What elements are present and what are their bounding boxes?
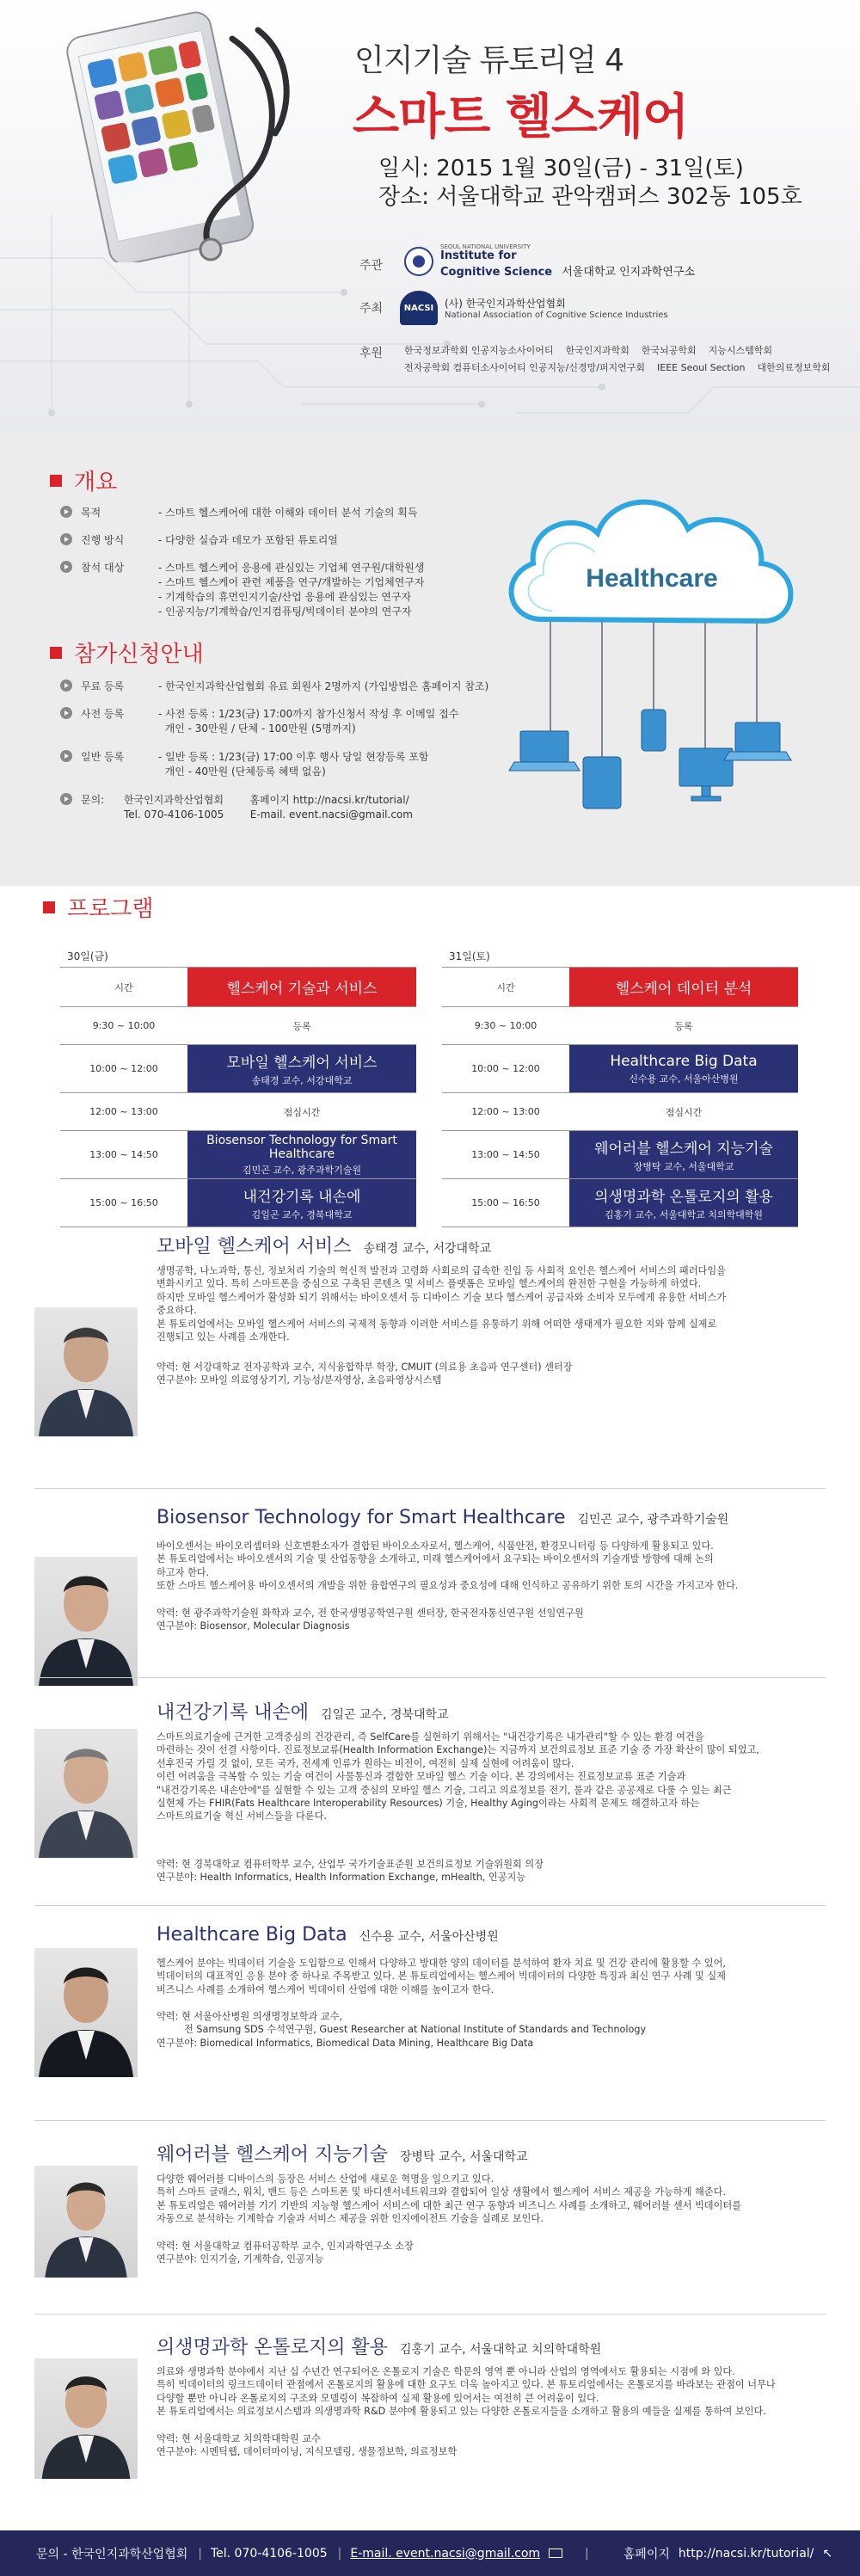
speaker-abstract: 스마트의료기술에 근거한 고객중심의 건강관리, 즉 SelfCare를 실현하기 위해서는 "내건강기록은 내가관리"할 수 있는 환경 여건을 마련하는 것이 선결 사항이다. 진료정보교류(Health Information Exchange)는 지금까지 보건의료정보 표준 기술 중 가장 확산이 많이 되었고, 선후진국 가릴 것 없이, 모든 국가, 전세계 인류가 원하는 비전이, 여전히 실제 실현에 어려움이 많다. 이런 어려움을 극복할 수 있는 기술 여건이 사물통신과 결합한 모바일 헬스 기술 이다. 본 강의에서는 진료정보교류 표준 기술과 "내건강기록은 내손안에"를 실현할 수 있는 고객 중심의 모바일 헬스 기술, 그리고 의료정보를 전기, 물과 같은 공공재로 다룰 수 있는 최근 실현체 가는 FHIR(Fats Healthcare Interoperability Resources) 기술, Healthy Aging이라는 사회적 문제도 해결하고자 하는 스마트의료기술 혁신 서비스들을 다룬다.: [157, 1731, 759, 1823]
speaker-abstract: 바이오센서는 바이오리셉터와 신호변환소자가 결합된 바이오소자로서, 헬스케어, 식품안전, 환경모니터링 등 다양하게 활용되고 있다. 본 튜토리얼에서는 바이오센서의 기술 및 산업동향을 소개하고, 미래 헬스케어에서 요구되는 바이오센서의 기술개발 방향에 대해 논의 하고자 한다. 또한 스마트 헬스케어용 바이오센서의 개발을 위한 융합연구의 필요성과 중요성에 대해 인식하고 공유하기 위한 토의 시간을 가지고자 한다.: [157, 1540, 739, 1592]
speaker-abstract: 생명공학, 나노과학, 통신, 정보처리 기술의 혁신적 발전과 고령화 사회로의 급속한 진입 등 사회적 요인은 헬스케어 서비스의 패러다임을 변화시키고 있다. 특히 스마트폰을 중심으로 구축된 콘텐츠 및 서비스 플랫폼은 모바일 헬스케어의 완전한 구현을 가능하게 하였다. 하지만 모바일 헬스케어가 활성화 되기 위해서는 바이오센서 등 디바이스 기술 보다 헬스케어 공급자와 소비자 모두에게 유용한 서비스가 중요하다. 본 튜토리얼에서는 모바일 헬스케어 서비스의 국제적 동향과 이러한 서비스를 유통하기 위해 어떠한 생태계가 필요한 지와 함께 실제로 진행되고 있는 사례를 소개한다.: [157, 1265, 727, 1343]
host-label: 주관: [359, 259, 384, 273]
sponsor-list: [404, 342, 831, 377]
snu-logo-icon: [404, 247, 433, 276]
schedule-session: 의생명과학 온톨로지의 활용 김홍기 교수, 서울대학교 치의학대학원: [569, 1179, 798, 1227]
speaker-abstract: 헬스케어 분야는 빅데이터 기술을 도입함으로 인해서 다양하고 방대한 양의 데이터를 분석하여 환자 치료 및 건강 관리에 활용할 수 있어, 빅데이터의 대표적인 응용 분야 중 하나로 주목받고 있다. 본 튜토리얼에서는 헬스케어 빅데이터의 다양한 특징과 최신 연구 사례 및 실제 비즈니스 사례를 소개하여 헬스케어 빅데이터 산업에 대한 이해를 높이고자 한다.: [157, 1958, 726, 1995]
arrow-bullet-icon: [60, 533, 72, 545]
speaker-bio: 약력: 현 서울대학교 컴퓨터공학부 교수, 인지과학연구소 소장 연구분야: 인지기술, 기계학습, 인공지능: [157, 2241, 414, 2266]
schedule-time: 10:00 ~ 12:00: [442, 1045, 569, 1093]
main-title: 스마트 헬스케어: [353, 89, 689, 145]
day1-session-header: 헬스케어 기술과 서비스: [187, 968, 416, 1007]
square-bullet-icon: [50, 647, 62, 659]
schedule-item: 등록: [569, 1007, 798, 1045]
speaker-session-title: 의생명과학 온톨로지의 활용 김홍기 교수, 서울대학교 치의학대학원: [157, 2337, 602, 2358]
speaker-session-title: 내건강기록 내손에 김일곤 교수, 경북대학교: [157, 1702, 449, 1724]
footer-tel: Tel. 070-4106-1005: [210, 2546, 328, 2561]
day1-time-header: 시간: [60, 968, 187, 1007]
day2-schedule-table: [442, 967, 798, 1227]
footer-inquiry: 문의 - 한국인지과학산업협회: [36, 2547, 188, 2561]
cloud-label: Healthcare: [586, 564, 718, 593]
monitor-icon: [679, 748, 733, 801]
registration-row-contact: 문의: 한국인지과학산업협회 홈페이지 http://nacsi.kr/tutorial/ Tel. 070-4106-1005 E-mail. event.nacsi@gmail.com: [60, 793, 413, 822]
tablet-icon: [583, 757, 621, 808]
overview-registration-section: [0, 430, 860, 886]
speaker-photo: [34, 1557, 138, 1686]
organizer-org: [400, 291, 668, 325]
laptop-icon: [724, 722, 791, 760]
section-divider: [34, 2120, 826, 2121]
mail-icon: [549, 2548, 562, 2558]
schedule-time: 9:30 ~ 10:00: [442, 1007, 569, 1045]
speaker-bio: 약력: 현 경북대학교 컴퓨터학부 교수, 산업부 국가기술표준원 보건의료정보 기술위원회 의장 연구분야: Health Informatics, Health Information Exchange, mHealth, 인공지능: [157, 1859, 544, 1884]
person-silhouette-icon: [34, 1557, 138, 1686]
laptop-icon: [509, 731, 580, 771]
schedule-item: 등록: [187, 1007, 416, 1045]
schedule-session: Healthcare Big Data 신수용 교수, 서울아산병원: [569, 1045, 798, 1093]
section-divider: [34, 1677, 826, 1678]
footer-separator: |: [585, 2546, 589, 2561]
schedule-session: Biosensor Technology for Smart Healthcare 김민곤 교수, 광주과학기술원: [187, 1131, 416, 1179]
speaker-photo: [34, 2358, 138, 2479]
day2-label: 31일(토): [449, 950, 490, 962]
footer-separator: |: [198, 2546, 202, 2561]
schedule-session: 내건강기록 내손에 김일곤 교수, 경북대학교: [187, 1179, 416, 1227]
speaker-photo: [34, 1948, 138, 2077]
arrow-bullet-icon: [60, 561, 72, 573]
registration-row-early: 사전 등록 - 사전 등록 : 1/23(금) 17:00까지 참가신청서 작성 후 이메일 접수 개인 - 30만원 / 단체 - 100만원 (5명까지): [60, 707, 458, 736]
registration-row-free: 무료 등록 - 한국인지과학산업협회 유료 회원사 2명까지 (가입방법은 홈페이지 참조): [60, 679, 488, 694]
schedule-session: 웨어러블 헬스케어 지능기술 장병탁 교수, 서울대학교: [569, 1131, 798, 1179]
registration-row-general: 일반 등록 - 일반 등록 : 1/23(금) 17:00 이후 행사 당일 현장등록 포함 개인 - 40만원 (단체등록 혜택 없음): [60, 750, 428, 779]
host-org: [404, 243, 695, 279]
speaker-bio: 약력: 현 서울대학교 치의학대학원 교수 연구분야: 시멘틱웹, 데이터마이닝, 지식모델링, 생물정보학, 의료정보학: [157, 2433, 458, 2458]
footer-homepage-url[interactable]: http://nacsi.kr/tutorial/: [678, 2546, 814, 2561]
cursor-icon: ↖: [822, 2546, 833, 2561]
speaker-session-title: 웨어러블 헬스케어 지능기술 장병탁 교수, 서울대학교: [157, 2144, 528, 2166]
overview-row-purpose: 목적 - 스마트 헬스케어에 대한 이해와 데이터 분석 기술의 획득: [60, 506, 417, 520]
schedule-time: 12:00 ~ 13:00: [442, 1093, 569, 1131]
schedule-item: 점심시간: [187, 1093, 416, 1131]
day1-label: 30일(금): [67, 950, 108, 962]
speaker-abstract: 다양한 웨어러블 디바이스의 등장은 서비스 산업에 새로운 혁명을 일으키고 있다. 특히 스마트 글래스, 워치, 밴드 등은 스마트폰 및 바디센서네트워크와 결합되어 일상 생활에서 헬스케어 서비스 제공을 가능하게 해준다. 본 튜토리얼은 웨어러블 기기 기반의 지능형 헬스케어 서비스에 대한 최근 연구 동향과 비즈니스 사례를 소개하고, 웨어러블 센서 빅데이터를 자동으로 분석하는 기계학습 기술과 서비스 제공을 위한 인지에이전트 기술을 실례로 보인다.: [157, 2173, 742, 2225]
schedule-time: 10:00 ~ 12:00: [60, 1045, 187, 1093]
person-silhouette-icon: [34, 1307, 138, 1436]
schedule-item: 점심시간: [569, 1093, 798, 1131]
person-silhouette-icon: [34, 1729, 138, 1858]
footer-email[interactable]: E-mail. event.nacsi@gmail.com: [350, 2546, 541, 2561]
speaker-bio: 약력: 현 서울아산병원 의생명정보학과 교수, 전 Samsung SDS 수석연구원, Guest Researcher at National Institute of Standards and Technology 연구분야: Biomedical Informatics, Biomedical Data Mining, Healthcare Big Data: [157, 2011, 647, 2049]
speaker-photo: [34, 2166, 138, 2278]
arrow-bullet-icon: [60, 750, 72, 762]
program-title: 프로그램: [43, 891, 153, 923]
speaker-session-title: Healthcare Big Data 신수용 교수, 서울아산병원: [157, 1924, 499, 1946]
schedule-session: 모바일 헬스케어 서비스 송태경 교수, 서강대학교: [187, 1045, 416, 1093]
header-banner: [0, 0, 860, 430]
footer-homepage-label: 홈페이지: [623, 2547, 670, 2561]
speaker-bio: 약력: 현 서강대학교 전자공학과 교수, 지식융합학부 학장, CMUIT (의료용 초음파 연구센터) 센터장 연구분야: 모바일 의료영상기기, 기능성/분자영상, 초음파영상시스템: [157, 1362, 573, 1386]
section-divider: [34, 2314, 826, 2315]
person-silhouette-icon: [34, 2166, 138, 2278]
day1-schedule-table: [60, 967, 416, 1227]
event-place: 장소: 서울대학교 관악캠퍼스 302동 105호: [378, 184, 802, 210]
footer-bar: [0, 2530, 860, 2576]
arrow-bullet-icon: [60, 679, 72, 692]
healthcare-cloud-illustration: [490, 473, 817, 834]
person-silhouette-icon: [34, 2358, 138, 2479]
speaker-session-title: Biosensor Technology for Smart Healthcare 김민곤 교수, 광주과학기술원: [157, 1507, 729, 1528]
footer-separator: |: [337, 2546, 342, 2561]
schedule-time: 13:00 ~ 14:50: [442, 1131, 569, 1179]
event-date: 일시: 2015 1월 30일(금) - 31일(토): [378, 156, 744, 181]
speaker-abstract: 의료와 생명과학 분야에서 지난 십 수년간 연구되어온 온톨로지 기술은 학문의 영역 뿐 아니라 산업의 영역에서도 활용되는 시점에 와 있다. 특히 빅데이터의 링크드데이터 관점에서 온톨로지의 활용에 대한 요구도 더욱 높아지고 있다. 본 튜토리얼에서는 온톨로지를 바라보는 관점이 너무나 다양할 뿐만 아니라 온톨로지의 구조와 모델링이 복잡하여 실제 활용에 있어서는 여전히 큰 어려움이 있다. 본 튜토리얼에서는 의료정보시스템과 의생명과학 R&D 분야에 활용되고 있는 다양한 온톨로지들을 소개하고 활용의 예들을 실제를 통하여 보인다.: [157, 2366, 776, 2418]
schedule-time: 13:00 ~ 14:50: [60, 1131, 187, 1179]
day2-time-header: 시간: [442, 968, 569, 1007]
section-divider: [34, 1905, 826, 1906]
speaker-photo: [34, 1729, 138, 1858]
phone-icon: [642, 710, 666, 751]
arrow-bullet-icon: [60, 793, 72, 805]
schedule-time: 9:30 ~ 10:00: [60, 1007, 187, 1045]
arrow-bullet-icon: [60, 707, 72, 719]
speaker-session-title: 모바일 헬스케어 서비스 송태경 교수, 서강대학교: [157, 1236, 492, 1257]
organizer-english-name: National Association of Cognitive Science Industries: [445, 310, 668, 320]
host-korean-name: 서울대학교 인지과학연구소: [562, 266, 696, 279]
schedule-time: 12:00 ~ 13:00: [60, 1093, 187, 1131]
speaker-bio: 약력: 현 광주과학기술원 화학과 교수, 전 한국생명공학연구원 센터장, 한국전자통신연구원 선임연구원 연구분야: Biosensor, Molecular Diagnosis: [157, 1608, 584, 1632]
schedule-time: 15:00 ~ 16:50: [60, 1179, 187, 1227]
host-inst-line1: Institute for: [440, 249, 517, 262]
day2-session-header: 헬스케어 데이터 분석: [569, 968, 798, 1007]
smartphone-stethoscope-illustration: [34, 4, 292, 262]
section-divider: [34, 1488, 826, 1489]
host-inst-line2: Cognitive Science: [440, 266, 553, 279]
host-univ-small: SEOUL NATIONAL UNIVERSITY: [440, 243, 531, 250]
sponsors-line-2: 전자공학회 컴퓨터소사이어티 인공지능/신경망/퍼지연구회 IEEE Seoul Section 대한의료정보학회: [404, 362, 831, 373]
person-silhouette-icon: [34, 1948, 138, 2077]
speaker-photo: [34, 1307, 138, 1436]
sponsors-line-1: 한국정보과학회 인공지능소사이어티 한국인지과학회 한국뇌공학회 지능시스템학회: [404, 345, 772, 356]
square-bullet-icon: [50, 475, 62, 487]
schedule-time: 15:00 ~ 16:50: [442, 1179, 569, 1227]
organizer-korean-name: (사) 한국인지과학산업협회: [445, 298, 566, 310]
square-bullet-icon: [43, 901, 55, 913]
registration-title: 참가신청안내: [50, 636, 204, 668]
tutorial-series-title: 인지기술 튜토리얼 4: [354, 43, 624, 78]
nacsi-logo-icon: NACSI: [400, 291, 438, 325]
overview-title: 개요: [50, 464, 117, 496]
organizer-label: 주최: [359, 302, 384, 316]
arrow-bullet-icon: [60, 506, 72, 518]
sponsor-label: 후원: [359, 347, 384, 360]
overview-row-audience: 참석 대상 - 스마트 헬스케어 응용에 관심있는 기업체 연구원/대학원생 - 스마트 헬스케어 관련 제품을 연구/개발하는 기업체연구자 - 기계학습의 휴먼인지기술/산업 응용에 관심있는 연구자 - 인공지능/기계학습/인지컴퓨팅/빅데이터 분야의 연구자: [60, 561, 424, 619]
overview-row-format: 진행 방식 - 다양한 실습과 데모가 포함된 튜토리얼: [60, 533, 338, 548]
